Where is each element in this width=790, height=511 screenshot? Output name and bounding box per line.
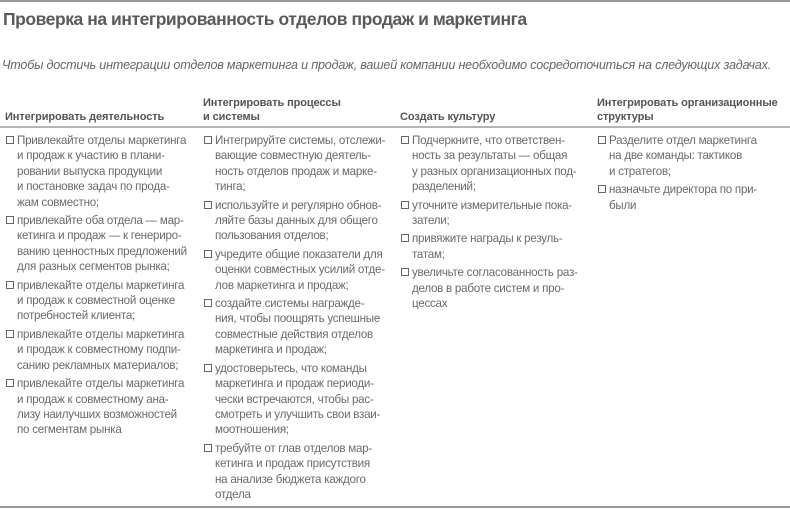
checkbox-icon[interactable] <box>401 136 409 144</box>
checklist <box>203 133 385 505</box>
checklist-item-text: увеличьте согласованность раз- делов в работе систем и про- цессах <box>412 266 578 311</box>
checklist-item <box>203 296 385 358</box>
checklist-item-text: создайте системы награжде- ния, чтобы поощрять успешные совместные действия отделов маркетинга и продаж; <box>215 297 381 357</box>
checklist-item <box>400 198 578 229</box>
checklist <box>5 133 187 441</box>
checklist-item-text: Интегрируйте системы, отслежи- вающие совместную деятель- ность отделов продаж и марке- тинга; <box>215 134 386 194</box>
checklist-item <box>5 278 187 324</box>
checklist-item <box>5 376 187 438</box>
checklist-item <box>400 231 578 262</box>
header-divider <box>0 126 790 128</box>
checklist-item-text: Подчеркните, что ответствен- ность за результаты — общая у разных организационных под- разделений; <box>412 134 577 194</box>
checklist-item-text: привлекайте отделы маркетинга и продаж к совместному подпи- санию рекламных материалов; <box>17 327 185 372</box>
checklist-item <box>203 361 385 438</box>
checklist-item <box>203 247 385 293</box>
checklist-item <box>203 198 385 244</box>
column-header: Интегрировать организационные структуры <box>597 97 778 123</box>
checkbox-icon[interactable] <box>204 201 212 209</box>
column-header: Создать культуру <box>400 111 496 123</box>
checkbox-icon[interactable] <box>204 136 212 144</box>
page-title: Проверка на интегрированность отделов продаж и маркетинга <box>3 9 527 29</box>
checkbox-icon[interactable] <box>6 330 14 338</box>
checklist-item <box>597 133 757 179</box>
checklist-item <box>203 441 385 503</box>
checkbox-icon[interactable] <box>598 185 606 193</box>
checkbox-icon[interactable] <box>401 201 409 209</box>
checklist-item <box>5 327 187 373</box>
top-rule <box>0 0 790 2</box>
checklist-item-text: назначьте директора по при- были <box>609 183 757 212</box>
checklist-item-text: учредите общие показатели для оценки совместных усилий отде- лов маркетинга и продаж; <box>215 247 385 292</box>
bottom-rule <box>0 506 790 508</box>
checklist-item-text: привлекайте отделы маркетинга и продаж к совместному ана- лизу наилучших возможностей по сегментам рынка <box>17 377 185 437</box>
checklist-item-text: требуйте от глав отделов мар- кетинга и продаж присутствия на анализе бюджета каждого отдела <box>215 441 373 501</box>
checklist <box>400 133 578 314</box>
checklist-item-text: привлекайте оба отдела — мар- кетинга и продаж — к генериро- ванию ценностных предложений для разных сегментов рынка; <box>17 214 187 274</box>
checklist-item <box>400 133 578 195</box>
checkbox-icon[interactable] <box>204 299 212 307</box>
checkbox-icon[interactable] <box>6 379 14 387</box>
checkbox-icon[interactable] <box>598 136 606 144</box>
checklist-item-text: привлекайте отделы маркетинга и продаж к совместной оценке потребностей клиента; <box>17 278 185 323</box>
checklist-item <box>5 213 187 275</box>
checklist-item-text: Привлекайте отделы маркетинга и продаж к участию в плани- ровании выпуска продукции и постановке задач по прода- жам совместно; <box>17 134 187 209</box>
checklist-item <box>400 265 578 311</box>
checkbox-icon[interactable] <box>204 444 212 452</box>
checklist-item-text: уточните измерительные пока- затели; <box>412 198 572 228</box>
checklist-item <box>203 133 385 195</box>
checkbox-icon[interactable] <box>401 268 409 276</box>
checklist-item-text: Разделите отдел маркетинга на две команды: тактиков и стратегов; <box>609 134 757 178</box>
checklist-item <box>5 133 187 210</box>
column-header: Интегрировать деятельность <box>5 111 165 123</box>
checklist <box>597 133 757 216</box>
column-header: Интегрировать процессы и системы <box>203 97 341 123</box>
checkbox-icon[interactable] <box>6 216 14 224</box>
checkbox-icon[interactable] <box>6 136 14 144</box>
checkbox-icon[interactable] <box>401 234 409 242</box>
checklist-item-text: удостоверьтесь, что команды маркетинга и продаж периоди- чески встречаются, чтобы рас- смотреть и улучшить свои взаи- моотношения; <box>215 361 381 437</box>
checklist-item <box>597 182 757 213</box>
checkbox-icon[interactable] <box>204 250 212 258</box>
checklist-item-text: используйте и регулярно обнов- ляйте базы данных для общего пользования отделов; <box>215 198 382 243</box>
page-subtitle: Чтобы достичь интеграции отделов маркетинга и продаж, вашей компании необходимо сосредоточиться на следующих задачах. <box>2 58 772 72</box>
checkbox-icon[interactable] <box>204 364 212 372</box>
checklist-item-text: привяжите награды к резуль- татам; <box>412 232 563 261</box>
checkbox-icon[interactable] <box>6 281 14 289</box>
